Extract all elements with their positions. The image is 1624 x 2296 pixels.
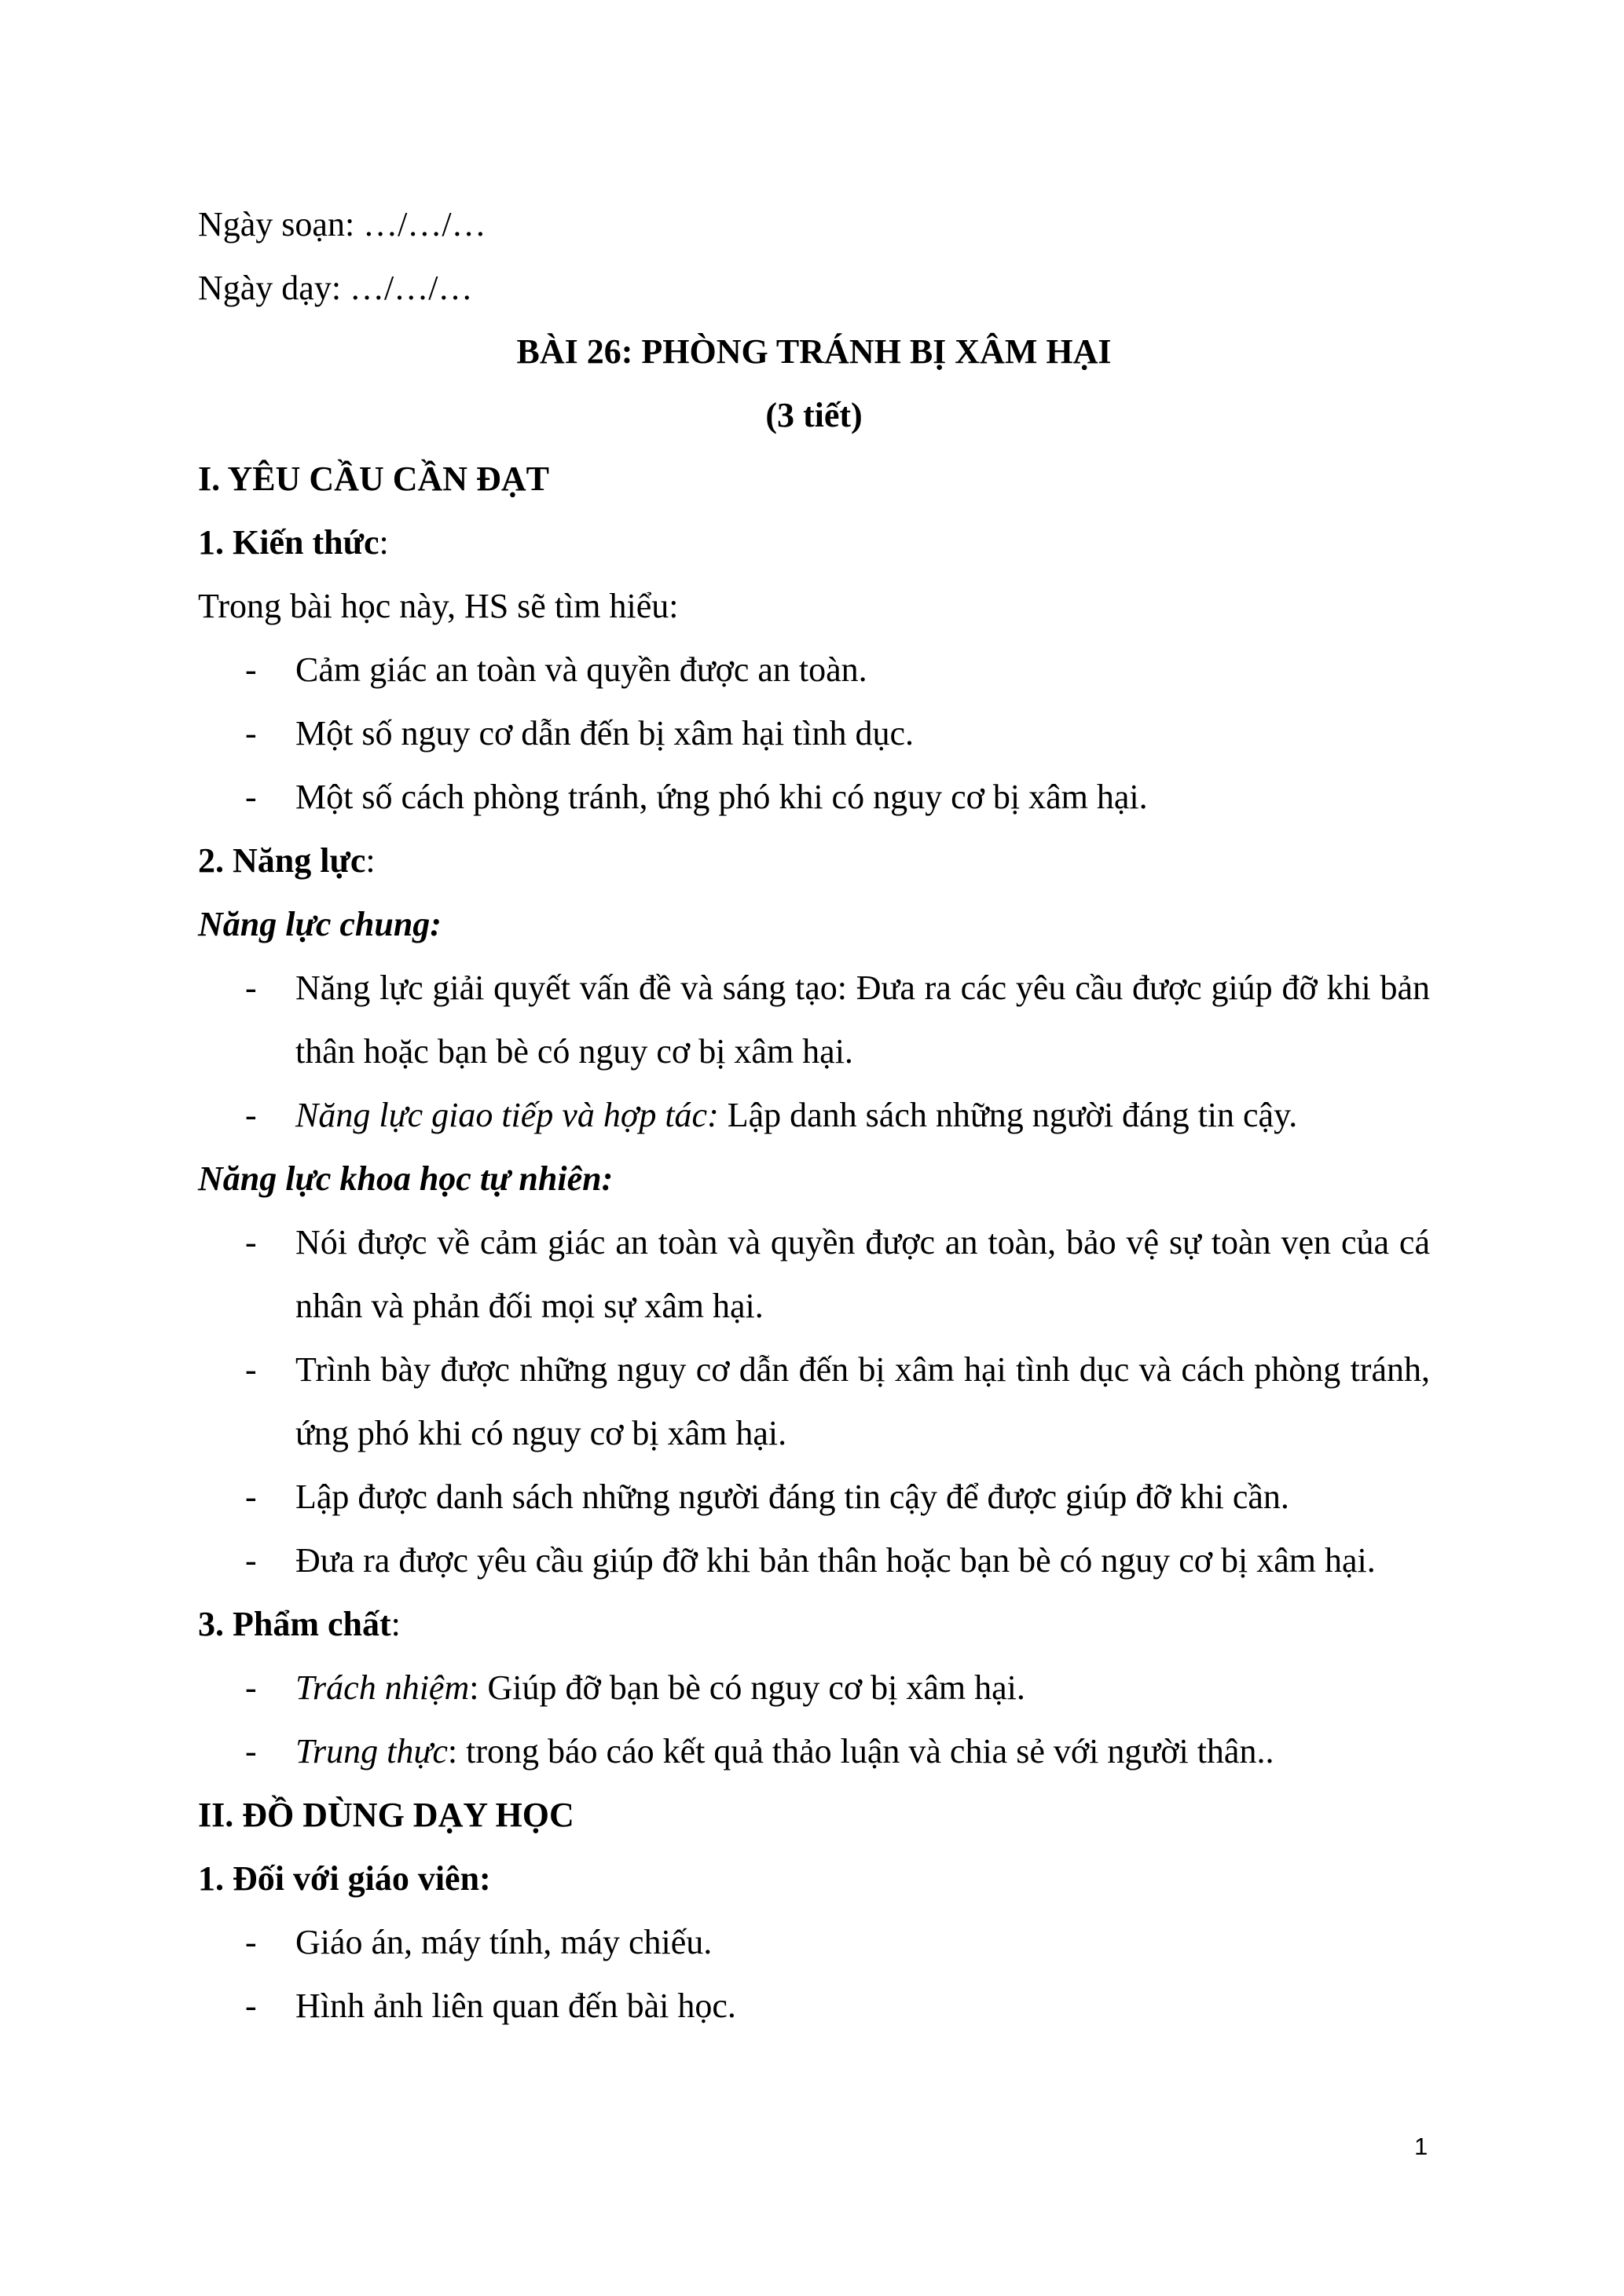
lesson-duration: (3 tiết)	[765, 396, 863, 434]
list-item-text: Trình bày được những nguy cơ dẫn đến bị xâm hại tình dục và cách phòng tránh, ứng phó khi có nguy cơ bị xâm hại.	[295, 1350, 1430, 1452]
bullet-dash: -	[245, 778, 257, 816]
list-item-text: Giáo án, máy tính, máy chiếu.	[295, 1923, 713, 1961]
page-number: 1	[1414, 2133, 1428, 2160]
list-item-text: : trong báo cáo kết quả thảo luận và chia sẻ với người thân..	[447, 1732, 1274, 1771]
list-item-label: Năng lực giao tiếp và hợp tác:	[295, 1096, 719, 1134]
bullet-dash: -	[245, 714, 257, 753]
general-competence-heading: Năng lực chung:	[198, 905, 442, 943]
subheading-qualities	[198, 1592, 1430, 1656]
subheading-competence	[198, 829, 1430, 892]
knowledge-intro: Trong bài học này, HS sẽ tìm hiểu:	[198, 587, 679, 625]
list-item	[198, 765, 1430, 829]
list-item	[198, 1083, 1430, 1147]
subheading-competence-label: 2. Năng lực	[198, 841, 366, 880]
list-item-text: Một số nguy cơ dẫn đến bị xâm hại tình dục.	[295, 714, 915, 753]
subheading-qualities-label: 3. Phẩm chất	[198, 1605, 391, 1643]
bullet-dash: -	[245, 1223, 257, 1262]
bullet-dash: -	[245, 650, 257, 689]
section-heading-materials: II. ĐỒ DÙNG DẠY HỌC	[198, 1796, 574, 1834]
section-heading-requirements: I. YÊU CẦU CẦN ĐẠT	[198, 460, 549, 498]
list-item-text: Lập được danh sách những người đáng tin cậy để được giúp đỡ khi cần.	[295, 1478, 1289, 1516]
list-item	[198, 1529, 1430, 1592]
lesson-title: BÀI 26: PHÒNG TRÁNH BỊ XÂM HẠI	[516, 332, 1112, 371]
bullet-dash: -	[245, 969, 257, 1007]
ngay-day: Ngày dạy: …/…/…	[198, 269, 473, 307]
list-item-text: Một số cách phòng tránh, ứng phó khi có nguy cơ bị xâm hại.	[295, 778, 1148, 816]
document-body	[198, 192, 1430, 2038]
list-item	[198, 1465, 1430, 1529]
bullet-dash: -	[245, 1923, 257, 1961]
list-item-label: Trách nhiệm	[295, 1668, 470, 1707]
subheading-teacher: 1. Đối với giáo viên:	[198, 1859, 491, 1898]
bullet-dash: -	[245, 1478, 257, 1516]
list-item	[198, 701, 1430, 765]
list-item-text: Đưa ra được yêu cầu giúp đỡ khi bản thân hoặc bạn bè có nguy cơ bị xâm hại.	[295, 1541, 1376, 1580]
ngay-soan: Ngày soạn: …/…/…	[198, 205, 486, 244]
list-item-text: Nói được về cảm giác an toàn và quyền được an toàn, bảo vệ sự toàn vẹn của cá nhân và phản đối mọi sự xâm hại.	[295, 1223, 1430, 1325]
list-item	[198, 956, 1430, 1083]
bullet-dash: -	[245, 1987, 257, 2025]
colon: :	[379, 523, 389, 562]
list-item-text: Năng lực giải quyết vấn đề và sáng tạo: Đưa ra các yêu cầu được giúp đỡ khi bản thân hoặc bạn bè có nguy cơ bị xâm hại.	[295, 969, 1430, 1071]
bullet-dash: -	[245, 1668, 257, 1707]
list-item-text: Cảm giác an toàn và quyền được an toàn.	[295, 650, 867, 689]
bullet-dash: -	[245, 1350, 257, 1389]
subheading-knowledge-label: 1. Kiến thức	[198, 523, 379, 562]
bullet-dash: -	[245, 1541, 257, 1580]
list-item	[198, 638, 1430, 701]
list-item-label: Trung thực	[295, 1732, 448, 1771]
subheading-knowledge	[198, 511, 1430, 574]
colon: :	[390, 1605, 401, 1643]
list-item-text: Hình ảnh liên quan đến bài học.	[295, 1987, 736, 2025]
list-item	[198, 1338, 1430, 1465]
list-item-text: Lập danh sách những người đáng tin cậy.	[718, 1096, 1298, 1134]
colon: :	[365, 841, 376, 880]
list-item-text: : Giúp đỡ bạn bè có nguy cơ bị xâm hại.	[469, 1668, 1025, 1707]
list-item	[198, 1910, 1430, 1974]
bullet-dash: -	[245, 1096, 257, 1134]
list-item	[198, 1719, 1430, 1783]
bullet-dash: -	[245, 1732, 257, 1771]
list-item	[198, 1656, 1430, 1719]
list-item	[198, 1210, 1430, 1338]
science-competence-heading: Năng lực khoa học tự nhiên:	[198, 1159, 614, 1198]
list-item	[198, 1974, 1430, 2038]
